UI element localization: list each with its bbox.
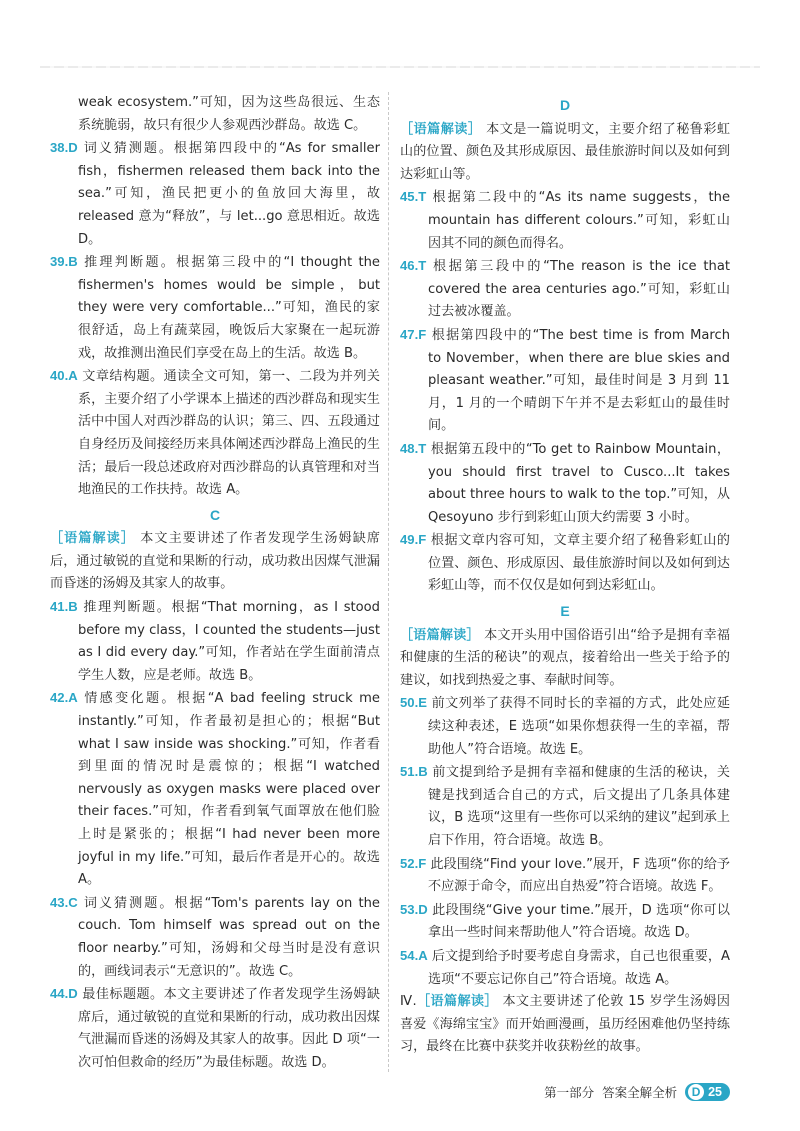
item-text: 前文提到给予是拥有幸福和健康的生活的秘诀，关键是找到适合自己的方式，后文提出了几条具体建议，B 选项“这里有一些你可以采纳的建议”起到承上启下作用，符合语境。故选 B。 [428, 765, 730, 848]
answer-item [400, 255, 730, 324]
item-text: 后文提到给予时要考虑自身需求，自己也很重要，A 选项“不要忘记你自己”符合语境。故选 A。 [428, 948, 730, 987]
item-number: 44.D [50, 986, 78, 1002]
item-number: 53.D [400, 901, 428, 917]
passage-summary [400, 119, 730, 187]
item-text: 根据第二段中的“As its name suggests，the mountain has different colours.”可知，彩虹山因其不同的颜色而得名。 [428, 190, 730, 251]
page-footer [544, 1083, 730, 1101]
item-text: 根据第四段中的“The best time is from March to November，when there are blue skies and pleasant weather.”可知，最佳时间是 3 月到 11 月，1 月的一个晴朗下午并不是去彩虹山的最佳时间。 [428, 327, 730, 434]
answer-item [400, 899, 730, 945]
section-heading-d: D [559, 97, 571, 113]
summary-tag: ［语篇解读］ [400, 627, 480, 643]
item-text: 此段围绕“Give your time.”展开，D 选项“你可以拿出一些时间来帮助他人”符合语境。故选 D。 [428, 902, 730, 941]
volume-badge: D [688, 1084, 704, 1100]
right-column [400, 92, 730, 1059]
item-number: 52.F [400, 855, 427, 871]
item-number: 46.T [400, 258, 427, 274]
item-number: 39.B [50, 254, 78, 270]
item-number: 42.A [50, 690, 78, 706]
item-number: 38.D [50, 140, 78, 156]
item-text: 根据第五段中的“To get to Rainbow Mountain，you should first travel to Cusco...It takes about three hours to walk to the top.”可知，从 Qesoyuno 步行到彩虹山顶大约需要 3 小时。 [428, 441, 730, 525]
item-number: 47.F [400, 326, 427, 342]
item-text: 前文列举了获得不同时长的幸福的方式，此处应延续这种表述，E 选项“如果你想获得一生的幸福，帮助他人”符合语境。故选 E。 [428, 696, 730, 757]
summary-text: 本文开头用中国俗语引出“给予是拥有幸福和健康的生活的秘诀”的观点，接着给出一些关于给予的建议，如找到热爱之事、奉献时间等。 [400, 627, 730, 688]
answer-item [50, 137, 380, 251]
summary-text: 本文主要讲述了伦敦 15 岁学生汤姆因喜爱《海绵宝宝》而开始画漫画，虽历经困难他仍坚持练习，最终在比赛中获奖并收获粉丝的故事。 [400, 994, 730, 1055]
section-heading-e: E [560, 603, 570, 620]
summary-tag: ［语篇解读］ [416, 994, 498, 1010]
answer-item [50, 892, 380, 983]
left-column [50, 92, 380, 1075]
item-number: 51.B [400, 764, 428, 780]
summary-text: 本文是一篇说明文，主要介绍了秘鲁彩虹山的位置、颜色及其形成原因、最佳旅游时间以及如何到达彩虹山等。 [400, 121, 731, 182]
page-number-badge [685, 1083, 730, 1101]
passage-summary [50, 528, 380, 596]
item-number: 41.B [50, 599, 78, 615]
answer-item [400, 438, 730, 529]
item-number: 45.T [400, 189, 427, 205]
item-number: 50.E [400, 695, 427, 711]
item-text: 词义猜测题。根据第四段中的“As for smaller fish，fishermen released them back into the sea.”可知，渔民把更小的鱼放回大海里，故 released 意为“释放”，与 let...go 意思相近。故选 D。 [78, 141, 380, 247]
summary-text: 本文主要讲述了作者发现学生汤姆缺席后，通过敏锐的直觉和果断的行动，成功救出因煤气泄漏而昏迷的汤姆及其家人的故事。 [50, 531, 381, 592]
item-text: 推理判断题。根据“That morning，as I stood before my class，I counted the students—just as I did every day.”可知，作者站在学生面前清点学生人数，应是老师。故选 B。 [78, 600, 380, 683]
answer-item [400, 529, 730, 598]
item-number: 40.A [50, 368, 78, 384]
answer-item [400, 945, 730, 991]
summary-tag: ［语篇解读］ [400, 121, 482, 137]
summary-tag: ［语篇解读］ [50, 531, 135, 547]
answer-item [400, 692, 730, 761]
answer-item [50, 251, 380, 365]
answer-item [400, 761, 730, 852]
item-text: 文章结构题。通读全文可知，第一、二段为并列关系，主要介绍了小学课本上描述的西沙群岛和现实生活中中国人对西沙群岛的认识；第三、四、五段通过自身经历及间接经历来具体阐述西沙群岛上渔民的生活；最后一段总述政府对西沙群岛的认真管理和对当地渔民的工作扶持。故选 A。 [78, 369, 380, 498]
item-text: 此段围绕“Find your love.”展开，F 选项“你的给予不应源于命令，而应出自热爱”符合语境。故选 F。 [428, 856, 730, 895]
item-text: 根据文章内容可知，文章主要介绍了秘鲁彩虹山的位置、颜色、形成原因、最佳旅游时间以及如何到达彩虹山等，而不仅仅是如何到达彩虹山。 [428, 533, 731, 594]
section-number: Ⅳ. [400, 994, 417, 1010]
passage-summary-iv [400, 991, 730, 1059]
item-number: 43.C [50, 894, 78, 910]
top-rule [40, 66, 760, 68]
item-text: 推理判断题。根据第三段中的“I thought the fishermen's homes would be simple，but they were very comfortable...”可知，渔民的家很舒适，岛上有蔬菜园，晚饭后大家聚在一起玩游戏，故推测出渔民们享受在岛上的生活。故选 B。 [78, 255, 380, 361]
column-divider [388, 92, 389, 1072]
answer-item [400, 853, 730, 899]
footer-part: 第一部分 [544, 1085, 595, 1100]
section-heading-c: C [209, 506, 221, 523]
item-text: 词义猜测题。根据“Tom's parents lay on the couch. Tom himself was spread out on the floor nearby.”可知，汤姆和父母当时是没有意识的，画线词表示“无意识的”。故选 C。 [78, 895, 380, 979]
answer-item [400, 186, 730, 255]
intro-text: weak ecosystem.”可知，因为这些岛很远、生态系统脆弱，故只有很少人参观西沙群岛。故选 C。 [78, 95, 380, 133]
item-text: 最佳标题题。本文主要讲述了作者发现学生汤姆缺席后，通过敏锐的直觉和果断的行动，成功救出因煤气泄漏而昏迷的汤姆及其家人的故事。因此 D 项“一次可怕但救命的经历”为最佳标题。故选 D。 [78, 987, 380, 1070]
answer-item [50, 596, 380, 687]
item-text: 情感变化题。根据“A bad feeling struck me instantly.”可知，作者最初是担心的；根据“But what I saw inside was shocking.”可知，作者看到里面的情况时是震惊的；根据“I watched nervously as oxygen masks were placed over their faces.”可知，作者看到氧气面罩放在他们脸上时是紧张的；根据“I had never been more joyful in my life.”可知，最后作者是开心的。故选 A。 [78, 691, 380, 888]
answer-item [50, 687, 380, 891]
footer-label: 答案全解全析 [602, 1085, 678, 1100]
answer-item [50, 365, 380, 502]
item-number: 48.T [400, 440, 427, 456]
answer-item [400, 324, 730, 438]
item-text: 根据第三段中的“The reason is the ice that covered the area centuries ago.”可知，彩虹山过去被冰覆盖。 [428, 259, 730, 320]
answer-item [50, 983, 380, 1074]
page-number: 25 [708, 1085, 722, 1099]
item-number: 54.A [400, 947, 428, 963]
item-number: 49.F [400, 532, 427, 548]
passage-summary [400, 625, 730, 693]
